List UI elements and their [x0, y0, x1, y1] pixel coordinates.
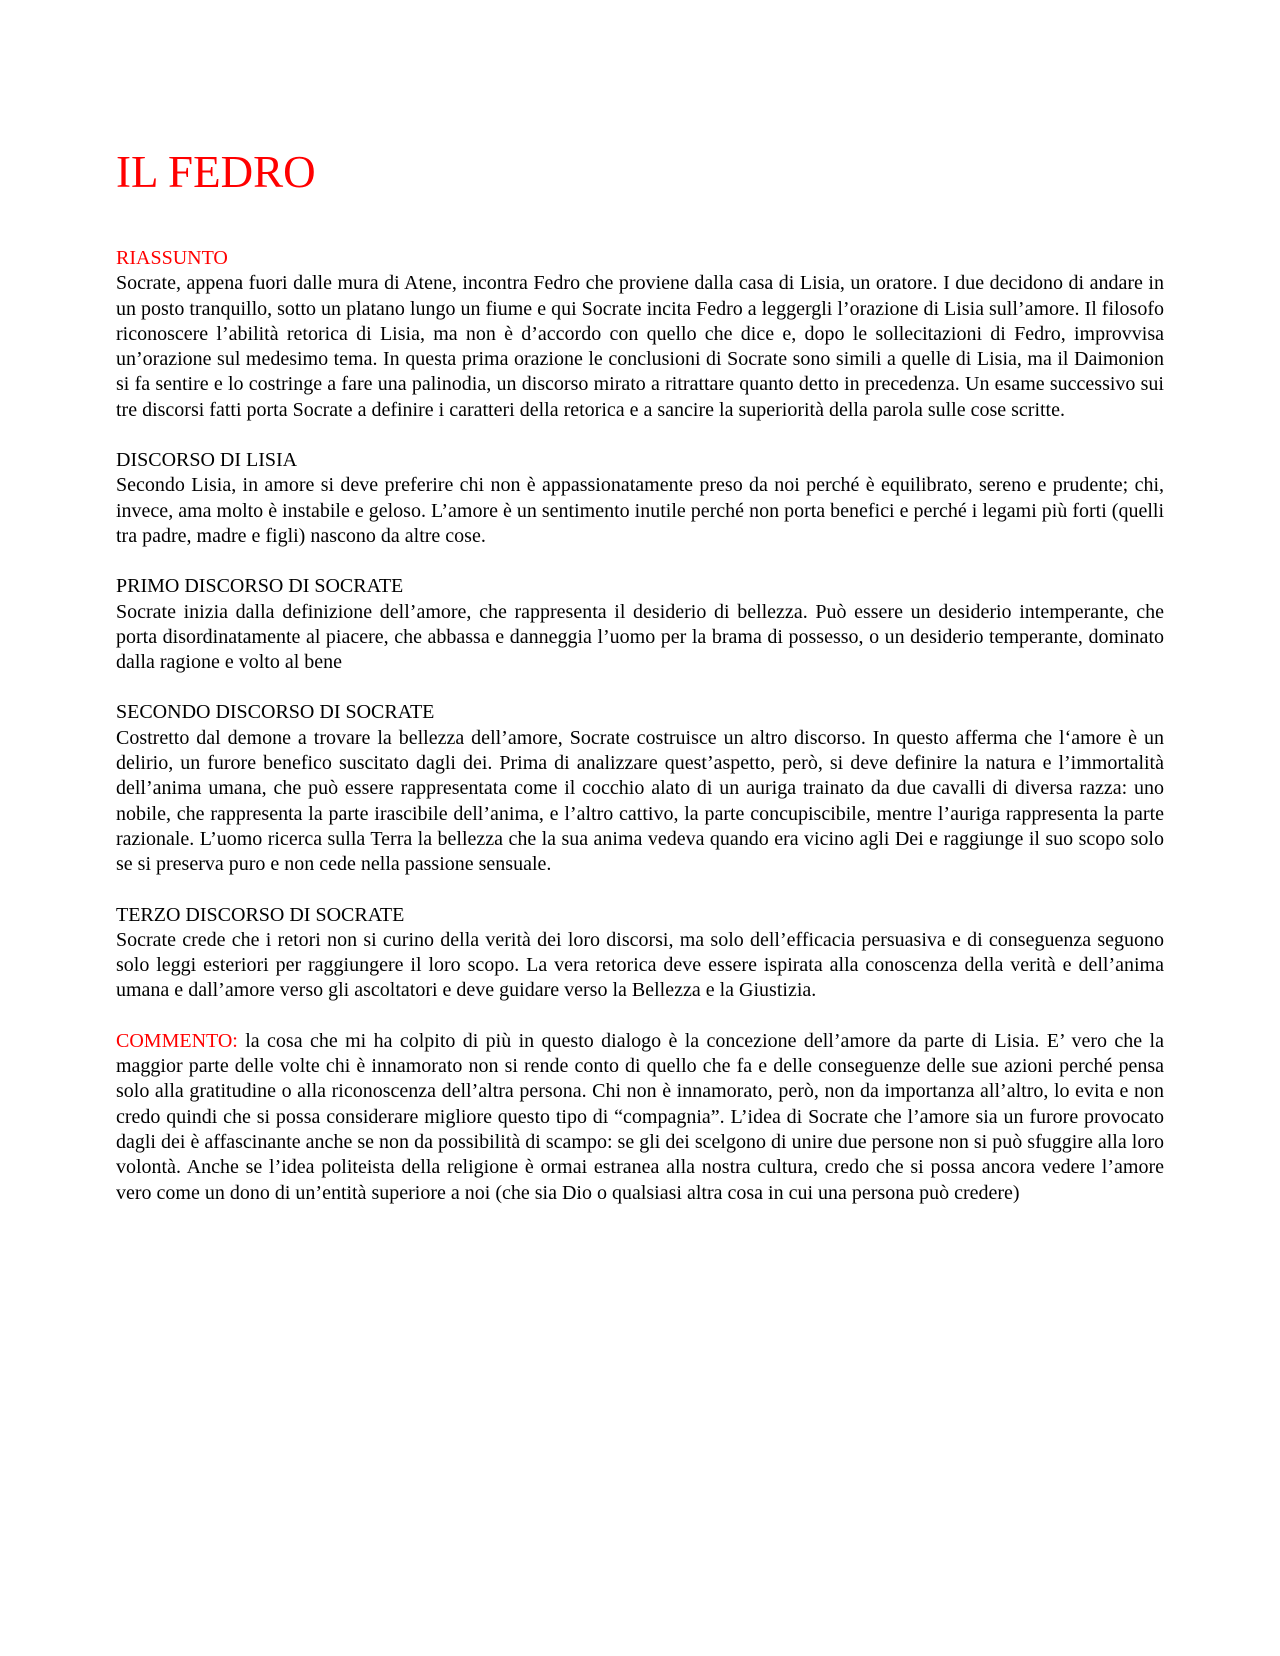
section-heading-discorso-lisia: DISCORSO DI LISIA — [116, 449, 298, 472]
document-title: IL FEDRO — [116, 147, 316, 197]
section-heading-secondo-discorso: SECONDO DISCORSO DI SOCRATE — [116, 701, 435, 724]
section-heading-riassunto: RIASSUNTO — [116, 247, 228, 269]
comment-text: la cosa che mi ha colpito di più in questo dialogo è la concezione dell’amore da parte di Lisia. E’ vero che la maggior parte delle volte chi è innamorato non si rende conto di quello che fa e delle conseguenze delle sue azioni perché pensa solo alla gratitudine o alla riconoscenza dell’altra persona. Chi non è innamorato, però, non da importanza all’altro, lo evita e non credo quindi che si possa considerare migliore questo tipo di “compagnia”. L’idea di Socrate che l’amore sia un furore provocato dagli dei è affascinante anche se non da possibilità di scampo: se gli dei scelgono di unire due persone non si può sfuggire alla loro volontà. Anche se l’idea politeista della religione è ormai estranea alla nostra cultura, credo che si possa ancora vedere l’amore vero come un dono di un’entità superiore a noi (che sia Dio o qualsiasi altra cosa in cui una persona può credere) — [116, 1029, 1164, 1204]
document-content — [116, 246, 1164, 1231]
section-text-riassunto: Socrate, appena fuori dalle mura di Atene, incontra Fedro che proviene dalla casa di Lisia, un oratore. I due decidono di andare in un posto tranquillo, sotto un platano lungo un fiume e qui Socrate incita Fedro a leggergli l’orazione di Lisia sull’amore. Il filosofo riconoscere l’abilità retorica di Lisia, ma non è d’accordo con quello che dice e, dopo le sollecitazioni di Fedro, improvvisa un’orazione sul medesimo tema. In questa prima orazione le conclusioni di Socrate sono simili a quelle di Lisia, ma il Daimonion si fa sentire e lo costringe a fare una palinodia, un discorso mirato a ritrattare quanto detto in precedenza. Un esame successivo sui tre discorsi fatti porta Socrate a definire i caratteri della retorica e a sancire la superiorità della parola sulle cose scritte. — [116, 272, 1164, 421]
comment-paragraph — [116, 1029, 1164, 1206]
section-heading-primo-discorso: PRIMO DISCORSO DI SOCRATE — [116, 575, 404, 598]
section-text-terzo-discorso: Socrate crede che i retori non si curino della verità dei loro discorsi, ma solo dell’efficacia persuasiva e di conseguenza seguono solo leggi esteriori per raggiungere il loro scopo. La vera retorica deve essere ispirata alla conoscenza della verità e dell’anima umana e dall’amore verso gli ascoltatori e deve guidare verso la Bellezza e la Giustizia. — [116, 928, 1164, 1002]
section-riassunto — [116, 246, 1164, 423]
section-commento — [116, 1029, 1164, 1206]
section-terzo-discorso — [116, 903, 1164, 1004]
section-secondo-discorso — [116, 700, 1164, 877]
section-text-discorso-lisia: Secondo Lisia, in amore si deve preferire chi non è appassionatamente preso da noi perché è equilibrato, sereno e prudente; chi, invece, ama molto è instabile e geloso. L’amore è un sentimento inutile perché non porta benefici e perché i legami più forti (quelli tra padre, madre e figli) nascono da altre cose. — [116, 474, 1164, 547]
section-text-primo-discorso: Socrate inizia dalla definizione dell’amore, che rappresenta il desiderio di bellezza. Può essere un desiderio intemperante, che porta disordinatamente al piacere, che abbassa e danneggia l’uomo per la brama di possesso, o un desiderio temperante, dominato dalla ragione e volto al bene — [116, 600, 1164, 674]
section-primo-discorso — [116, 574, 1164, 675]
section-text-secondo-discorso: Costretto dal demone a trovare la bellezza dell’amore, Socrate costruisce un altro discorso. In questo afferma che l‘amore è un delirio, un furore benefico suscitato dagli dei. Prima di analizzare quest’aspetto, però, si deve definire la natura e l’immortalità dell’anima umana, che può essere rappresentata come il cocchio alato di un auriga trainato da due cavalli di diversa razza: uno nobile, che rappresenta la parte irascibile dell’anima, e l’altro cattivo, la parte concupiscibile, mentre l’auriga rappresenta la parte razionale. L’uomo ricerca sulla Terra la bellezza che la sua anima vedeva quando era vicino agli Dei e raggiunge il suo scopo solo se si preserva puro e non cede nella passione sensuale. — [116, 726, 1164, 876]
section-discorso-lisia — [116, 448, 1164, 549]
section-heading-terzo-discorso: TERZO DISCORSO DI SOCRATE — [116, 903, 405, 926]
comment-label: COMMENTO: — [116, 1029, 238, 1052]
